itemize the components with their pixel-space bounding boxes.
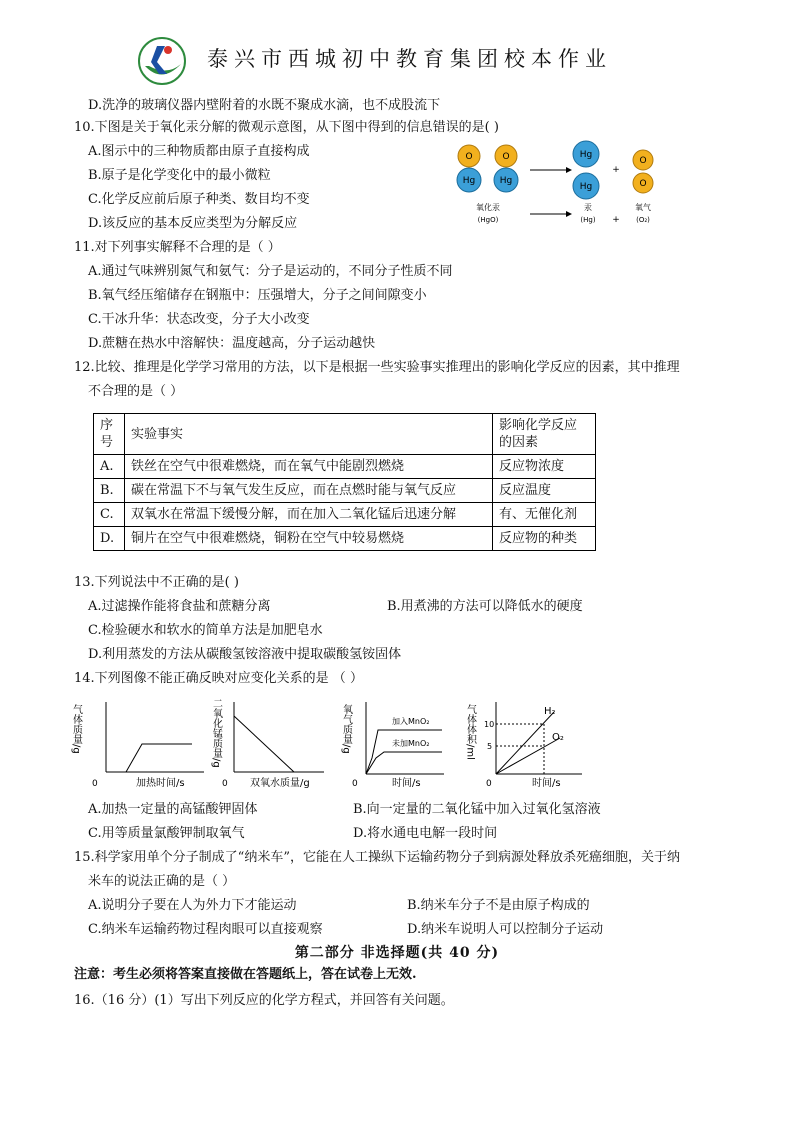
graph-1-ylabel: 气体质量/g bbox=[70, 704, 82, 754]
q11-stem: 11.对下列事实解释不合理的是（ ） bbox=[74, 240, 281, 255]
table-row bbox=[94, 455, 596, 479]
graph-1-origin: 0 bbox=[92, 779, 98, 789]
atom-hg-4: Hg bbox=[579, 182, 593, 192]
graph-1 bbox=[71, 702, 205, 789]
atom-o-3: O bbox=[639, 156, 647, 166]
table-cell: 铜片在空气中很难燃烧，铜粉在空气中较易燃烧 bbox=[125, 527, 493, 551]
label-hgo-formula: (HgO) bbox=[477, 216, 499, 224]
table-cell: B. bbox=[94, 479, 125, 503]
graph-3-series-2: 未加MnO₂ bbox=[392, 739, 430, 748]
graph-3-series-1: 加入MnO₂ bbox=[392, 717, 430, 726]
table-cell: A. bbox=[94, 455, 125, 479]
graph-2-origin: 0 bbox=[222, 779, 228, 789]
graph-3-ylabel: 氧气质量/g bbox=[340, 704, 352, 754]
label-o2: 氧气 bbox=[635, 203, 651, 212]
plus-sign-2: + bbox=[612, 215, 620, 225]
q10-option-b: B.原子是化学变化中的最小微粒 bbox=[88, 168, 271, 183]
q13-option-a: A.过滤操作能将食盐和蔗糖分离 bbox=[88, 599, 271, 614]
graph-2-ylabel: 二氧化锰质量/g bbox=[210, 698, 222, 768]
q14-option-c: C.用等质量氯酸钾制取氧气 bbox=[88, 826, 245, 841]
graph-4-tick-5: 5 bbox=[487, 742, 493, 751]
table-cell: 反应物浓度 bbox=[493, 455, 596, 479]
header-cell: 序号 bbox=[94, 414, 125, 455]
q9-option-d: D.洗净的玻璃仪器内壁附着的水既不聚成水滴，也不成股流下 bbox=[88, 98, 441, 113]
q15-option-a: A.说明分子要在人为外力下才能运动 bbox=[88, 898, 297, 913]
table-cell: C. bbox=[94, 503, 125, 527]
table-cell: D. bbox=[94, 527, 125, 551]
q10-option-d: D.该反应的基本反应类型为分解反应 bbox=[88, 216, 298, 231]
q16-stem: 16.（16 分）(1）写出下列反应的化学方程式，并回答有关问题。 bbox=[74, 993, 454, 1008]
label-hg: 汞 bbox=[584, 203, 592, 212]
atom-o-4: O bbox=[639, 179, 647, 189]
q11-option-c: C.干冰升华：状态改变，分子大小改变 bbox=[88, 312, 310, 327]
table-cell: 有、无催化剂 bbox=[493, 503, 596, 527]
graph-4-xlabel: 时间/s bbox=[532, 778, 561, 789]
q15-stem-1: 15.科学家用单个分子制成了“纳米车”，它能在人工操纵下运输药物分子到病源处释放杀死癌细胞，关于纳 bbox=[74, 850, 680, 865]
q13-stem: 13.下列说法中不正确的是( ) bbox=[74, 575, 239, 590]
table-cell: 双氧水在常温下缓慢分解，而在加入二氧化锰后迅速分解 bbox=[125, 503, 493, 527]
q10-option-a: A.图示中的三种物质都由原子直接构成 bbox=[88, 144, 310, 159]
table-cell: 铁丝在空气中很难燃烧，而在氧气中能剧烈燃烧 bbox=[125, 455, 493, 479]
mercury-oxide-diagram bbox=[448, 138, 668, 234]
q14-graphs bbox=[70, 694, 714, 796]
graph-2-xlabel: 双氧水质量/g bbox=[250, 778, 310, 789]
graph-4 bbox=[465, 702, 583, 789]
q10-stem: 10.下图是关于氧化汞分解的微观示意图，从下图中得到的信息错误的是( ) bbox=[74, 120, 499, 135]
q13-option-c: C.检验硬水和软水的简单方法是加肥皂水 bbox=[88, 623, 323, 638]
q11-option-b: B.氧气经压缩储存在钢瓶中：压强增大，分子之间间隙变小 bbox=[88, 288, 427, 303]
q15-stem-2: 米车的说法正确的是（ ） bbox=[88, 874, 236, 889]
part2-heading: 第二部分 非选择题(共 40 分) bbox=[294, 945, 500, 961]
q11-option-a: A.通过气味辨别氮气和氨气：分子是运动的，不同分子性质不同 bbox=[88, 264, 453, 279]
header-title: 泰兴市西城初中教育集团校本作业 bbox=[207, 47, 612, 71]
q15-option-b: B.纳米车分子不是由原子构成的 bbox=[407, 898, 590, 913]
q13-option-d: D.利用蒸发的方法从碳酸氢铵溶液中提取碳酸氢铵固体 bbox=[88, 647, 402, 662]
table-row bbox=[94, 503, 596, 527]
atom-o-2: O bbox=[502, 152, 510, 162]
q11-option-d: D.蔗糖在热水中溶解快：温度越高，分子运动越快 bbox=[88, 336, 376, 351]
table-cell: 反应温度 bbox=[493, 479, 596, 503]
graph-4-origin: 0 bbox=[486, 779, 492, 789]
q15-option-c: C.纳米车运输药物过程肉眼可以直接观察 bbox=[88, 922, 323, 937]
plus-sign-1: + bbox=[612, 165, 620, 175]
q13-option-b: B.用煮沸的方法可以降低水的硬度 bbox=[387, 599, 583, 614]
atom-hg-3: Hg bbox=[579, 150, 593, 160]
graph-4-tick-10: 10 bbox=[484, 720, 495, 729]
atom-hg-1: Hg bbox=[462, 176, 476, 186]
q15-option-d: D.纳米车说明人可以控制分子运动 bbox=[407, 922, 604, 937]
header-cell: 实验事实 bbox=[125, 414, 493, 455]
q10-option-c: C.化学反应前后原子种类、数目均不变 bbox=[88, 192, 310, 207]
graph-4-series-o2: O₂ bbox=[552, 732, 564, 743]
table-cell: 反应物的种类 bbox=[493, 527, 596, 551]
school-logo bbox=[137, 36, 187, 86]
table-row bbox=[94, 479, 596, 503]
label-hgo: 氧化汞 bbox=[476, 203, 500, 212]
table-row bbox=[94, 527, 596, 551]
q14-stem: 14.下列图像不能正确反映对应变化关系的是 （ ） bbox=[74, 671, 363, 686]
graph-2 bbox=[211, 698, 325, 789]
graph-4-ylabel: 气体体积/ml bbox=[464, 704, 476, 760]
table-header-row bbox=[94, 414, 596, 455]
graph-3 bbox=[341, 702, 445, 789]
q14-option-b: B.向一定量的二氧化锰中加入过氧化氢溶液 bbox=[353, 802, 601, 817]
q12-stem-2: 不合理的是（ ） bbox=[88, 384, 184, 399]
table-cell: 碳在常温下不与氧气发生反应，而在点燃时能与氧气反应 bbox=[125, 479, 493, 503]
label-o2-formula: (O₂) bbox=[636, 216, 650, 224]
graph-3-origin: 0 bbox=[352, 779, 358, 789]
atom-hg-2: Hg bbox=[499, 176, 513, 186]
answer-note: 注意：考生必须将答案直接做在答题纸上，答在试卷上无效. bbox=[74, 967, 417, 982]
label-hg-formula: (Hg) bbox=[580, 216, 596, 224]
graph-4-series-h2: H₂ bbox=[544, 706, 556, 717]
graph-1-xlabel: 加热时间/s bbox=[136, 778, 185, 789]
q12-table bbox=[93, 413, 596, 551]
q14-option-a: A.加热一定量的高锰酸钾固体 bbox=[88, 802, 258, 817]
graph-3-xlabel: 时间/s bbox=[392, 778, 421, 789]
q14-option-d: D.将水通电电解一段时间 bbox=[353, 826, 498, 841]
header-cell: 影响化学反应的因素 bbox=[493, 414, 596, 455]
atom-o-1: O bbox=[465, 152, 473, 162]
q12-stem-1: 12.比较、推理是化学学习常用的方法，以下是根据一些实验事实推理出的影响化学反应的因素，其中推理 bbox=[74, 360, 680, 375]
